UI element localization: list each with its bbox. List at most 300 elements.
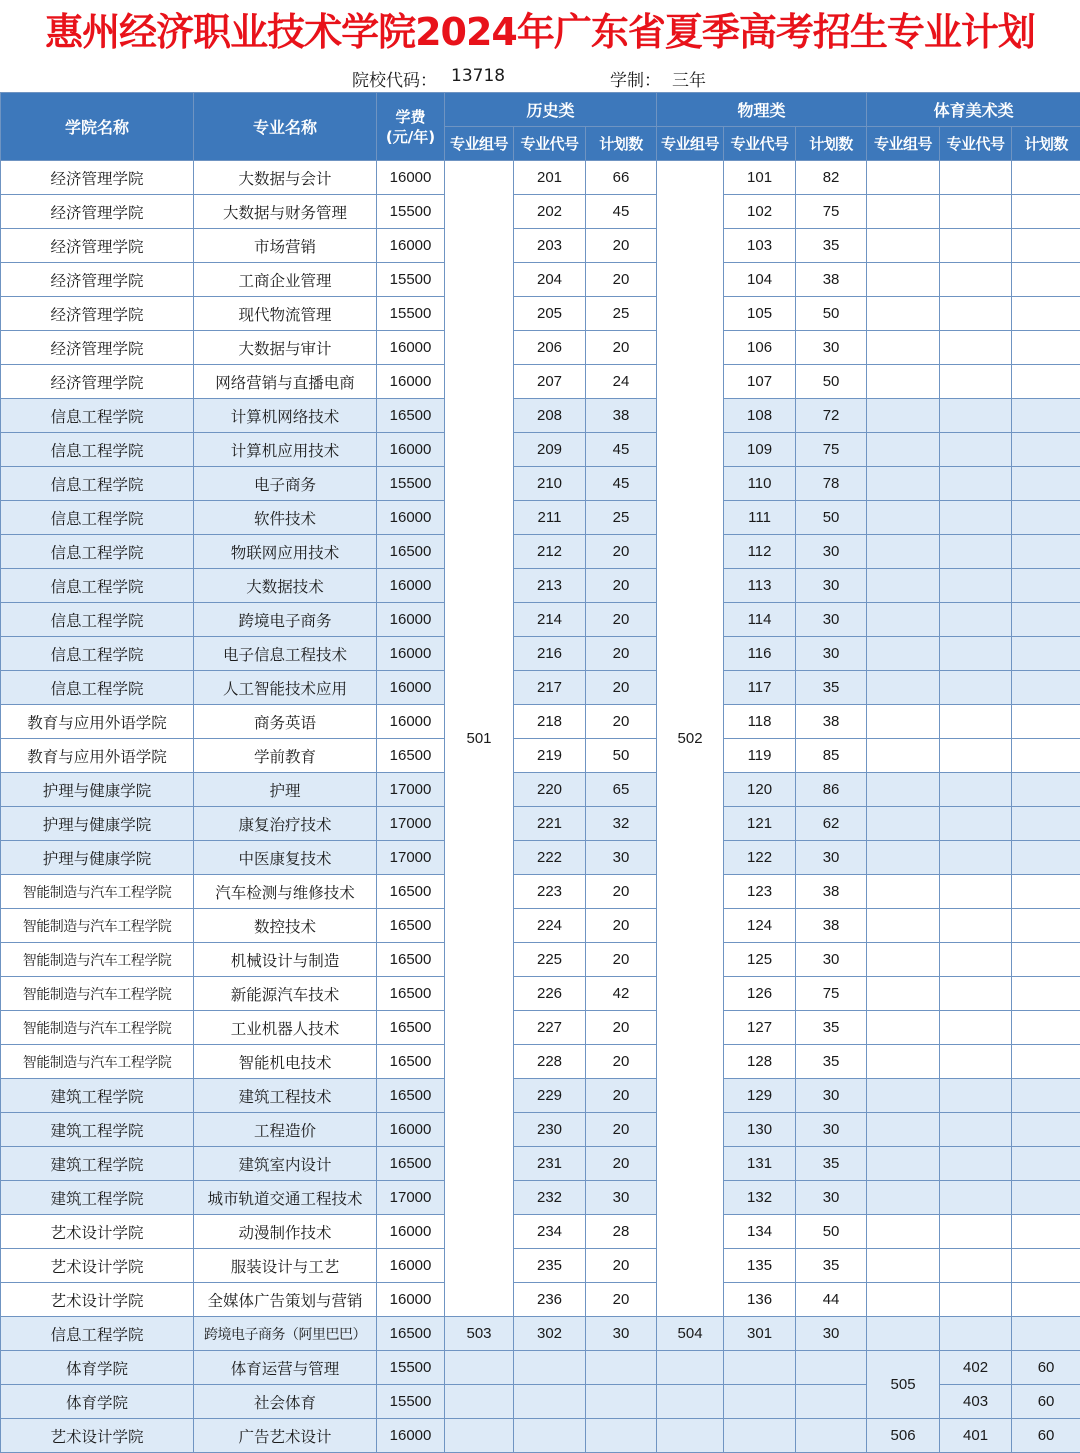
major-cell: 跨境电子商务（阿里巴巴） [194, 1317, 377, 1351]
history-plan-cell: 66 [586, 161, 657, 195]
sports-plan-cell [1012, 705, 1080, 739]
sports-code-cell [940, 195, 1012, 229]
history-plan-cell [586, 1419, 657, 1453]
sports-plan-cell [1012, 1215, 1080, 1249]
duration-label: 学制： [610, 66, 661, 91]
sports-group-cell [867, 263, 940, 297]
history-plan-cell [586, 1385, 657, 1419]
sports-group-cell [867, 399, 940, 433]
college-cell: 信息工程学院 [1, 433, 194, 467]
major-cell: 新能源汽车技术 [194, 977, 377, 1011]
history-plan-cell [586, 1351, 657, 1385]
sports-code-cell [940, 1181, 1012, 1215]
sports-code-cell: 401 [940, 1419, 1012, 1453]
fee-cell: 16500 [377, 1079, 445, 1113]
fee-cell: 15500 [377, 297, 445, 331]
history-plan-cell: 20 [586, 875, 657, 909]
college-cell: 艺术设计学院 [1, 1249, 194, 1283]
college-cell: 信息工程学院 [1, 467, 194, 501]
sports-code-cell [940, 1113, 1012, 1147]
history-plan-cell: 20 [586, 943, 657, 977]
sports-group-cell [867, 671, 940, 705]
history-code-cell: 226 [514, 977, 586, 1011]
major-cell: 汽车检测与维修技术 [194, 875, 377, 909]
table-row [1, 841, 1080, 875]
table-row [1, 1419, 1080, 1453]
college-cell: 经济管理学院 [1, 365, 194, 399]
college-cell: 艺术设计学院 [1, 1419, 194, 1453]
sports-code-cell [940, 569, 1012, 603]
sports-plan-cell [1012, 943, 1080, 977]
history-plan-cell: 42 [586, 977, 657, 1011]
major-cell: 工业机器人技术 [194, 1011, 377, 1045]
sports-code-cell [940, 1249, 1012, 1283]
fee-cell: 16500 [377, 875, 445, 909]
fee-cell: 17000 [377, 773, 445, 807]
table-row [1, 263, 1080, 297]
college-cell: 智能制造与汽车工程学院 [1, 1045, 194, 1079]
college-cell: 信息工程学院 [1, 501, 194, 535]
sports-code-cell [940, 603, 1012, 637]
college-cell: 建筑工程学院 [1, 1113, 194, 1147]
sports-code-cell [940, 909, 1012, 943]
college-cell: 智能制造与汽车工程学院 [1, 875, 194, 909]
table-row [1, 1283, 1080, 1317]
table-row [1, 1079, 1080, 1113]
history-plan-cell: 28 [586, 1215, 657, 1249]
major-cell: 数控技术 [194, 909, 377, 943]
sports-plan-cell [1012, 977, 1080, 1011]
physics-code-cell: 108 [724, 399, 796, 433]
sports-group-cell [867, 807, 940, 841]
physics-code-cell: 104 [724, 263, 796, 297]
physics-plan-cell: 30 [796, 603, 867, 637]
sports-group-cell [867, 603, 940, 637]
physics-code-cell: 114 [724, 603, 796, 637]
history-code-cell: 211 [514, 501, 586, 535]
sports-group-cell [867, 1147, 940, 1181]
history-plan-cell: 20 [586, 229, 657, 263]
sports-group-cell [867, 161, 940, 195]
sports-plan-cell [1012, 1317, 1080, 1351]
physics-plan-cell: 35 [796, 1011, 867, 1045]
physics-plan-cell: 75 [796, 195, 867, 229]
fee-cell: 15500 [377, 467, 445, 501]
physics-plan-cell: 75 [796, 977, 867, 1011]
sports-plan-cell [1012, 297, 1080, 331]
history-code-cell: 212 [514, 535, 586, 569]
sports-code-cell [940, 501, 1012, 535]
table-row [1, 569, 1080, 603]
physics-code-cell: 123 [724, 875, 796, 909]
major-cell: 计算机应用技术 [194, 433, 377, 467]
header-fee-line2: (元/年) [377, 127, 444, 147]
college-cell: 智能制造与汽车工程学院 [1, 977, 194, 1011]
fee-cell: 16000 [377, 603, 445, 637]
history-code-cell: 206 [514, 331, 586, 365]
sports-code-cell [940, 1283, 1012, 1317]
college-cell: 信息工程学院 [1, 535, 194, 569]
physics-plan-cell: 50 [796, 297, 867, 331]
physics-code-cell: 126 [724, 977, 796, 1011]
history-plan-cell: 45 [586, 195, 657, 229]
sports-code-cell [940, 161, 1012, 195]
history-code-cell: 217 [514, 671, 586, 705]
sports-group-cell [867, 977, 940, 1011]
major-cell: 人工智能技术应用 [194, 671, 377, 705]
history-code-cell: 235 [514, 1249, 586, 1283]
college-cell: 艺术设计学院 [1, 1283, 194, 1317]
fee-cell: 16000 [377, 365, 445, 399]
college-cell: 护理与健康学院 [1, 807, 194, 841]
history-plan-cell: 20 [586, 1283, 657, 1317]
table-row [1, 637, 1080, 671]
sports-group-cell [867, 195, 940, 229]
physics-code-cell: 106 [724, 331, 796, 365]
major-cell: 建筑工程技术 [194, 1079, 377, 1113]
major-cell: 全媒体广告策划与营销 [194, 1283, 377, 1317]
sports-code-cell [940, 637, 1012, 671]
school-code-value: 13718 [451, 66, 505, 86]
sports-plan-cell [1012, 399, 1080, 433]
history-code-cell: 207 [514, 365, 586, 399]
physics-code-cell: 109 [724, 433, 796, 467]
fee-cell: 16000 [377, 1283, 445, 1317]
college-cell: 信息工程学院 [1, 637, 194, 671]
physics-plan-cell: 35 [796, 671, 867, 705]
history-code-cell: 209 [514, 433, 586, 467]
history-plan-cell: 32 [586, 807, 657, 841]
table-row [1, 807, 1080, 841]
history-plan-cell: 30 [586, 841, 657, 875]
table-row [1, 1181, 1080, 1215]
history-code-cell: 234 [514, 1215, 586, 1249]
history-code-cell [514, 1419, 586, 1453]
physics-plan-cell: 30 [796, 841, 867, 875]
sports-plan-cell [1012, 603, 1080, 637]
physics-code-cell: 112 [724, 535, 796, 569]
college-cell: 经济管理学院 [1, 229, 194, 263]
sports-code-cell [940, 433, 1012, 467]
history-code-cell: 208 [514, 399, 586, 433]
header-college: 学院名称 [1, 93, 194, 161]
physics-code-cell: 102 [724, 195, 796, 229]
physics-plan-cell: 30 [796, 1113, 867, 1147]
art-group-cell: 506 [867, 1419, 940, 1453]
major-cell: 工商企业管理 [194, 263, 377, 297]
history-code-cell: 201 [514, 161, 586, 195]
major-cell: 大数据与会计 [194, 161, 377, 195]
physics-code-cell: 122 [724, 841, 796, 875]
sports-plan-cell [1012, 501, 1080, 535]
physics-group-cell: 502 [657, 161, 724, 1317]
sports-group-cell [867, 297, 940, 331]
college-cell: 信息工程学院 [1, 569, 194, 603]
table-row [1, 1113, 1080, 1147]
physics-code-cell: 135 [724, 1249, 796, 1283]
table-row [1, 365, 1080, 399]
physics-code-cell: 103 [724, 229, 796, 263]
fee-cell: 16000 [377, 1113, 445, 1147]
history-code-cell [514, 1385, 586, 1419]
history-plan-cell: 24 [586, 365, 657, 399]
physics-plan-cell: 38 [796, 875, 867, 909]
fee-cell: 16000 [377, 501, 445, 535]
table-row [1, 467, 1080, 501]
physics-plan-cell: 50 [796, 501, 867, 535]
fee-cell: 16000 [377, 671, 445, 705]
sports-group-cell [867, 1181, 940, 1215]
sports-group-cell [867, 705, 940, 739]
physics-code-cell [724, 1351, 796, 1385]
fee-cell: 16500 [377, 739, 445, 773]
sports-group-cell [867, 875, 940, 909]
header-physics: 物理类 [657, 93, 867, 127]
table-row [1, 1147, 1080, 1181]
physics-code-cell [724, 1419, 796, 1453]
sports-code-cell [940, 263, 1012, 297]
sports-code-cell [940, 1317, 1012, 1351]
physics-group-cell [657, 1351, 724, 1385]
history-code-cell: 202 [514, 195, 586, 229]
history-code-cell: 216 [514, 637, 586, 671]
fee-cell: 16000 [377, 161, 445, 195]
major-cell: 跨境电子商务 [194, 603, 377, 637]
fee-cell: 16000 [377, 637, 445, 671]
duration-value: 三年 [672, 66, 706, 91]
table-row [1, 195, 1080, 229]
sports-group-cell [867, 1113, 940, 1147]
sports-code-cell: 402 [940, 1351, 1012, 1385]
sports-group-cell [867, 1079, 940, 1113]
sports-code-cell [940, 841, 1012, 875]
sports-plan-cell [1012, 161, 1080, 195]
header-history-group: 专业组号 [445, 127, 514, 161]
physics-code-cell: 125 [724, 943, 796, 977]
sports-plan-cell [1012, 365, 1080, 399]
history-code-cell: 204 [514, 263, 586, 297]
history-plan-cell: 45 [586, 433, 657, 467]
history-plan-cell: 20 [586, 603, 657, 637]
header-history-plan: 计划数 [586, 127, 657, 161]
fee-cell: 16500 [377, 977, 445, 1011]
college-cell: 护理与健康学院 [1, 841, 194, 875]
history-code-cell: 205 [514, 297, 586, 331]
physics-plan-cell: 30 [796, 637, 867, 671]
sports-group-cell [867, 1317, 940, 1351]
sports-plan-cell [1012, 773, 1080, 807]
physics-code-cell: 101 [724, 161, 796, 195]
subtitle [0, 64, 1080, 92]
major-cell: 工程造价 [194, 1113, 377, 1147]
history-group-cell: 501 [445, 161, 514, 1317]
sports-plan-cell [1012, 1283, 1080, 1317]
college-cell: 信息工程学院 [1, 671, 194, 705]
sports-plan-cell [1012, 535, 1080, 569]
college-cell: 经济管理学院 [1, 161, 194, 195]
major-cell: 智能机电技术 [194, 1045, 377, 1079]
enrollment-plan-table [0, 92, 1080, 1453]
sports-code-cell [940, 739, 1012, 773]
sports-plan-cell [1012, 671, 1080, 705]
major-cell: 学前教育 [194, 739, 377, 773]
sports-plan-cell: 60 [1012, 1419, 1080, 1453]
physics-plan-cell: 50 [796, 365, 867, 399]
sports-group-cell [867, 1215, 940, 1249]
sports-group-cell [867, 739, 940, 773]
physics-plan-cell: 86 [796, 773, 867, 807]
history-plan-cell: 20 [586, 671, 657, 705]
sports-group-cell [867, 433, 940, 467]
history-code-cell: 219 [514, 739, 586, 773]
physics-plan-cell: 44 [796, 1283, 867, 1317]
physics-code-cell: 132 [724, 1181, 796, 1215]
sports-group-cell [867, 229, 940, 263]
history-code-cell: 227 [514, 1011, 586, 1045]
major-cell: 市场营销 [194, 229, 377, 263]
physics-code-cell: 116 [724, 637, 796, 671]
physics-code-cell: 119 [724, 739, 796, 773]
fee-cell: 17000 [377, 1181, 445, 1215]
history-plan-cell: 45 [586, 467, 657, 501]
sports-code-cell [940, 1045, 1012, 1079]
fee-cell: 16000 [377, 229, 445, 263]
fee-cell: 17000 [377, 807, 445, 841]
major-cell: 大数据与财务管理 [194, 195, 377, 229]
history-plan-cell: 30 [586, 1181, 657, 1215]
table-row [1, 1045, 1080, 1079]
college-cell: 教育与应用外语学院 [1, 739, 194, 773]
fee-cell: 16500 [377, 1011, 445, 1045]
table-row [1, 1351, 1080, 1385]
college-cell: 建筑工程学院 [1, 1079, 194, 1113]
major-cell: 电子信息工程技术 [194, 637, 377, 671]
college-cell: 体育学院 [1, 1385, 194, 1419]
sports-group-cell [867, 1249, 940, 1283]
major-cell: 电子商务 [194, 467, 377, 501]
history-plan-cell: 25 [586, 297, 657, 331]
sports-plan-cell [1012, 569, 1080, 603]
sports-code-cell [940, 1147, 1012, 1181]
sports-group-cell [867, 637, 940, 671]
sports-code-cell [940, 399, 1012, 433]
sports-code-cell [940, 671, 1012, 705]
physics-code-cell: 118 [724, 705, 796, 739]
history-code-cell: 218 [514, 705, 586, 739]
physics-group-cell [657, 1419, 724, 1453]
history-group-cell [445, 1351, 514, 1385]
history-code-cell: 228 [514, 1045, 586, 1079]
history-plan-cell: 20 [586, 637, 657, 671]
fee-cell: 15500 [377, 1351, 445, 1385]
college-cell: 艺术设计学院 [1, 1215, 194, 1249]
sports-code-cell [940, 331, 1012, 365]
physics-group-cell: 504 [657, 1317, 724, 1351]
physics-plan-cell: 38 [796, 705, 867, 739]
physics-code-cell: 113 [724, 569, 796, 603]
history-plan-cell: 20 [586, 331, 657, 365]
physics-code-cell: 136 [724, 1283, 796, 1317]
history-group-cell: 503 [445, 1317, 514, 1351]
sports-code-cell [940, 365, 1012, 399]
history-plan-cell: 65 [586, 773, 657, 807]
table-row [1, 433, 1080, 467]
major-cell: 机械设计与制造 [194, 943, 377, 977]
major-cell: 建筑室内设计 [194, 1147, 377, 1181]
history-group-cell [445, 1419, 514, 1453]
sports-group-cell [867, 501, 940, 535]
table-row [1, 1249, 1080, 1283]
sports-group-cell [867, 569, 940, 603]
page-title: 惠州经济职业技术学院2024年广东省夏季高考招生专业计划 [0, 0, 1080, 64]
sports-plan-cell [1012, 1181, 1080, 1215]
history-plan-cell: 20 [586, 1249, 657, 1283]
physics-code-cell: 105 [724, 297, 796, 331]
sports-code-cell [940, 807, 1012, 841]
major-cell: 护理 [194, 773, 377, 807]
sports-group-cell [867, 365, 940, 399]
college-cell: 建筑工程学院 [1, 1181, 194, 1215]
physics-code-cell: 130 [724, 1113, 796, 1147]
sports-group-cell [867, 943, 940, 977]
table-row [1, 909, 1080, 943]
physics-plan-cell: 35 [796, 1249, 867, 1283]
history-code-cell: 225 [514, 943, 586, 977]
sports-plan-cell [1012, 1011, 1080, 1045]
major-cell: 城市轨道交通工程技术 [194, 1181, 377, 1215]
college-cell: 经济管理学院 [1, 195, 194, 229]
fee-cell: 16500 [377, 1317, 445, 1351]
history-code-cell: 230 [514, 1113, 586, 1147]
table-row [1, 297, 1080, 331]
header-fee-line1: 学费 [377, 107, 444, 127]
sports-code-cell [940, 875, 1012, 909]
college-cell: 经济管理学院 [1, 331, 194, 365]
history-code-cell: 302 [514, 1317, 586, 1351]
physics-plan-cell: 30 [796, 1079, 867, 1113]
major-cell: 商务英语 [194, 705, 377, 739]
fee-cell: 17000 [377, 841, 445, 875]
sports-plan-cell [1012, 433, 1080, 467]
header-sports-group: 专业组号 [867, 127, 940, 161]
physics-plan-cell: 30 [796, 1181, 867, 1215]
physics-code-cell [724, 1385, 796, 1419]
sports-group-cell [867, 535, 940, 569]
fee-cell: 16500 [377, 535, 445, 569]
college-cell: 经济管理学院 [1, 263, 194, 297]
physics-code-cell: 120 [724, 773, 796, 807]
physics-plan-cell: 72 [796, 399, 867, 433]
fee-cell: 16000 [377, 569, 445, 603]
physics-code-cell: 129 [724, 1079, 796, 1113]
college-cell: 智能制造与汽车工程学院 [1, 909, 194, 943]
major-cell: 体育运营与管理 [194, 1351, 377, 1385]
history-code-cell: 224 [514, 909, 586, 943]
fee-cell: 16000 [377, 433, 445, 467]
fee-cell: 16000 [377, 1249, 445, 1283]
history-plan-cell: 20 [586, 263, 657, 297]
physics-code-cell: 110 [724, 467, 796, 501]
table-body [1, 161, 1080, 1453]
physics-plan-cell: 30 [796, 535, 867, 569]
fee-cell: 15500 [377, 1385, 445, 1419]
table-row [1, 399, 1080, 433]
physics-plan-cell: 30 [796, 569, 867, 603]
sports-code-cell: 403 [940, 1385, 1012, 1419]
history-plan-cell: 20 [586, 909, 657, 943]
header-sports-art: 体育美术类 [867, 93, 1080, 127]
sports-plan-cell [1012, 195, 1080, 229]
